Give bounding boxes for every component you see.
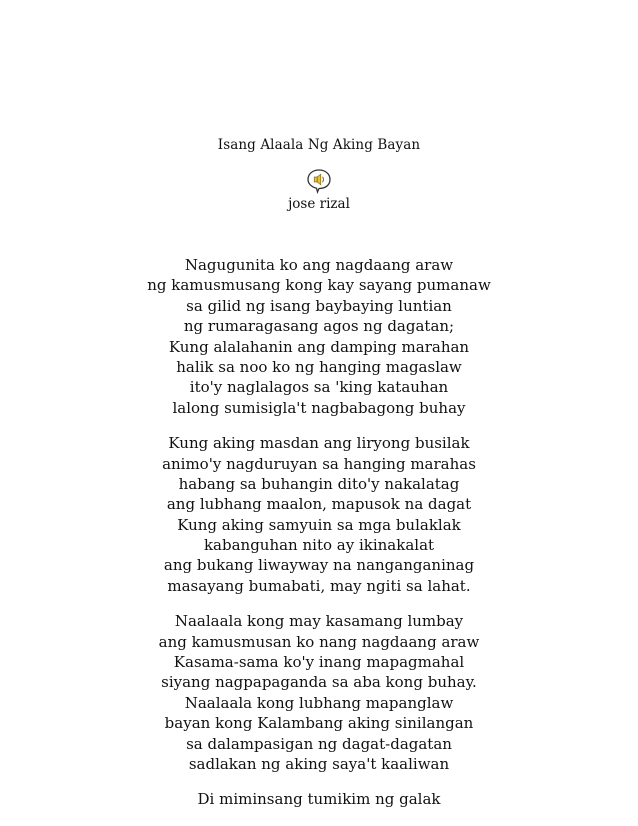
poem-line: Di miminsang tumikim ng galak <box>197 790 441 809</box>
poem-line: Kung alalahanin ang damping marahan <box>168 337 470 356</box>
speaker-icon[interactable] <box>306 168 332 194</box>
poem-line: habang sa buhangin dito'y nakalatag <box>178 474 460 493</box>
poem-line: ng rumaragasang agos ng dagatan; <box>183 317 455 336</box>
stanza <box>0 255 638 418</box>
poem-line: ang bukang liwayway na nanganganinag <box>163 556 475 575</box>
poem-author: jose rizal <box>288 196 350 212</box>
poem-line: Kasama-sama ko'y inang mapagmahal <box>173 653 465 672</box>
poem-line: ang kamusmusan ko nang nagdaang araw <box>158 632 480 651</box>
poem-line: ang lubhang maalon, mapusok na dagat <box>166 495 472 514</box>
poem-line: ito'y naglalagos sa 'king katauhan <box>189 378 449 397</box>
poem-line: sa dalampasigan ng dagat-dagatan <box>186 734 452 753</box>
poem-line: Nagugunita ko ang nagdaang araw <box>184 256 454 274</box>
stanza <box>0 611 638 774</box>
poem-line: ng kamusmusang kong kay sayang pumanaw <box>147 276 491 295</box>
poem-line: lalong sumisigla't nagbabagong buhay <box>172 398 466 417</box>
poem-line: Naalaala kong lubhang mapanglaw <box>184 693 454 712</box>
poem-line: animo'y nagduruyan sa hanging marahas <box>162 454 476 473</box>
poem-line: kabanguhan nito ay ikinakalat <box>203 536 435 555</box>
poem-body <box>0 255 638 825</box>
poem-line: sa gilid ng isang baybaying luntian <box>186 296 452 315</box>
poem-line: masayang bumabati, may ngiti sa lahat. <box>167 576 471 595</box>
stanza <box>0 789 638 809</box>
poem-line: siyang nagpapaganda sa aba kong buhay. <box>161 673 477 692</box>
stanza <box>0 433 638 596</box>
poem-line: Kung aking masdan ang liryong busilak <box>168 434 470 453</box>
poem-line: halik sa noo ko ng hanging magaslaw <box>176 357 462 376</box>
poem-title: Isang Alaala Ng Aking Bayan <box>217 137 421 153</box>
poem-line: sadlakan ng aking saya't kaaliwan <box>188 754 450 773</box>
poem-line: Naalaala kong may kasamang lumbay <box>174 612 464 631</box>
poem-line: bayan kong Kalambang aking sinilangan <box>164 714 474 733</box>
poem-line: Kung aking samyuin sa mga bulaklak <box>177 515 461 534</box>
